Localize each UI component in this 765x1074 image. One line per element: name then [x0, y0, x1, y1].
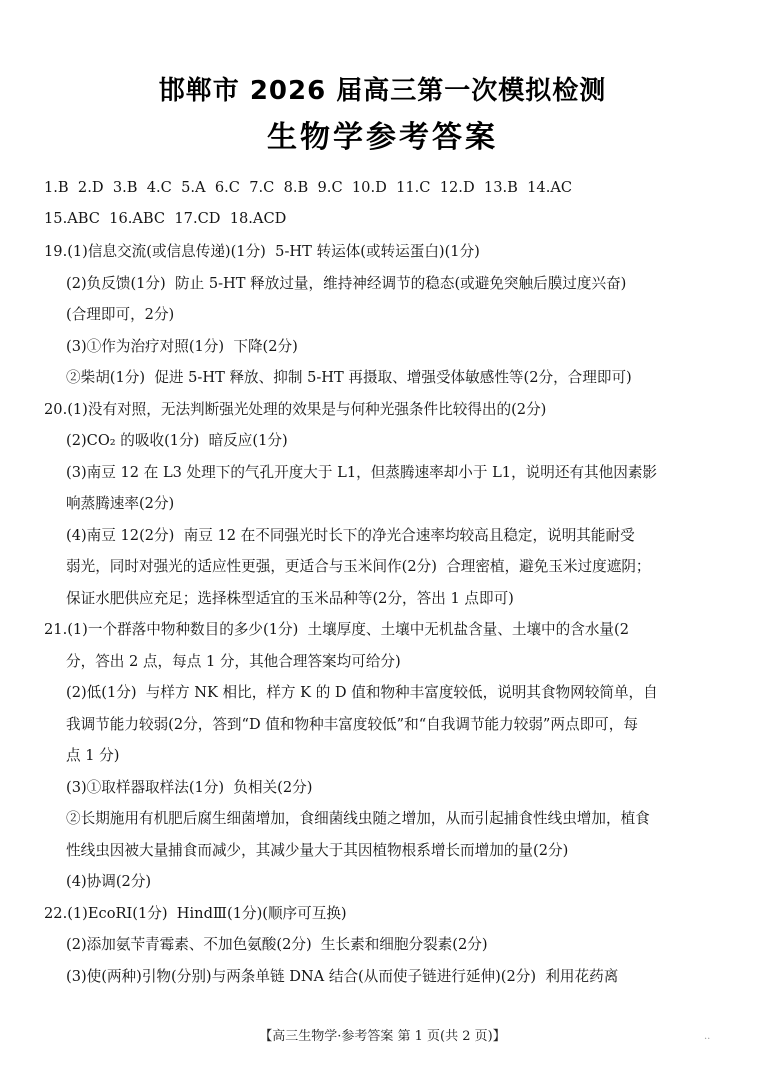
answer-line: ②柴胡(1分) 促进 5-HT 释放、抑制 5-HT 再摄取、增强受体敏感性等(2分，合理即可)	[66, 369, 632, 386]
answer-line: (3)①取样器取样法(1分) 负相关(2分)	[66, 779, 313, 796]
answer-line: (合理即可，2分)	[66, 306, 175, 323]
answer-line: 我调节能力较弱(2分，答到“D 值和物种丰富度较低”和“自我调节能力较弱”两点即可，每	[66, 716, 638, 733]
answer-line: (3)①作为治疗对照(1分) 下降(2分)	[66, 338, 298, 355]
page-title: 邯郸市 2026 届高三第一次模拟检测	[158, 76, 607, 106]
answer-line: 21.(1)一个群落中物种数目的多少(1分) 土壤厚度、土壤中无机盐含量、土壤中的含水量(2	[44, 621, 630, 638]
answer-line: ②长期施用有机肥后腐生细菌增加，食细菌线虫随之增加，从而引起捕食性线虫增加，植食	[66, 810, 650, 827]
corner-mark: ..	[704, 1031, 711, 1042]
answer-line: 20.(1)没有对照，无法判断强光处理的效果是与何种光强条件比较得出的(2分)	[44, 401, 547, 418]
answer-line: 弱光，同时对强光的适应性更强，更适合与玉米间作(2分) 合理密植，避免玉米过度遮阴；	[66, 558, 651, 575]
answer-line: (3)使(两种)引物(分别)与两条单链 DNA 结合(从而使子链进行延伸)(2分) 利用花药离	[66, 968, 619, 985]
answer-line: 性线虫因被大量捕食而减少，其减少量大于其因植物根系增长而增加的量(2分)	[66, 842, 569, 859]
answer-line: (2)CO₂ 的吸收(1分) 暗反应(1分)	[66, 432, 288, 449]
answer-line: 点 1 分)	[66, 747, 120, 764]
answer-line: 22.(1)EcoRⅠ(1分) HindⅢ(1分)(顺序可互换)	[44, 905, 347, 922]
answer-line: (4)协调(2分)	[66, 873, 152, 890]
page-subtitle: 生物学参考答案	[267, 120, 498, 155]
answer-line: (4)南豆 12(2分) 南豆 12 在不同强光时长下的净光合速率均较高且稳定，说明其能耐受	[66, 527, 635, 544]
page-footer: 【高三生物学·参考答案 第 1 页(共 2 页)】	[259, 1029, 506, 1044]
answer-line: 19.(1)信息交流(或信息传递)(1分) 5-HT 转运体(或转运蛋白)(1分)	[44, 243, 480, 260]
answer-line: (3)南豆 12 在 L3 处理下的气孔开度大于 L1，但蒸腾速率却小于 L1，说明还有其他因素影	[66, 464, 658, 481]
answer-line: (2)添加氨苄青霉素、不加色氨酸(2分) 生长素和细胞分裂素(2分)	[66, 936, 488, 953]
answer-line: 15.ABC 16.ABC 17.CD 18.ACD	[44, 210, 287, 227]
answer-line: (2)低(1分) 与样方 NK 相比，样方 K 的 D 值和物种丰富度较低，说明其食物网较简单，自	[66, 684, 658, 701]
answer-line: 保证水肥供应充足；选择株型适宜的玉米品种等(2分，答出 1 点即可)	[66, 590, 514, 607]
answer-line: 响蒸腾速率(2分)	[66, 495, 175, 512]
answer-line: (2)负反馈(1分) 防止 5-HT 释放过量，维持神经调节的稳态(或避免突触后膜过度兴奋)	[66, 275, 627, 292]
answer-line: 1.B 2.D 3.B 4.C 5.A 6.C 7.C 8.B 9.C 10.D 11.C 12.D 13.B 14.AC	[44, 179, 573, 196]
answer-line: 分，答出 2 点，每点 1 分，其他合理答案均可给分)	[66, 653, 401, 670]
